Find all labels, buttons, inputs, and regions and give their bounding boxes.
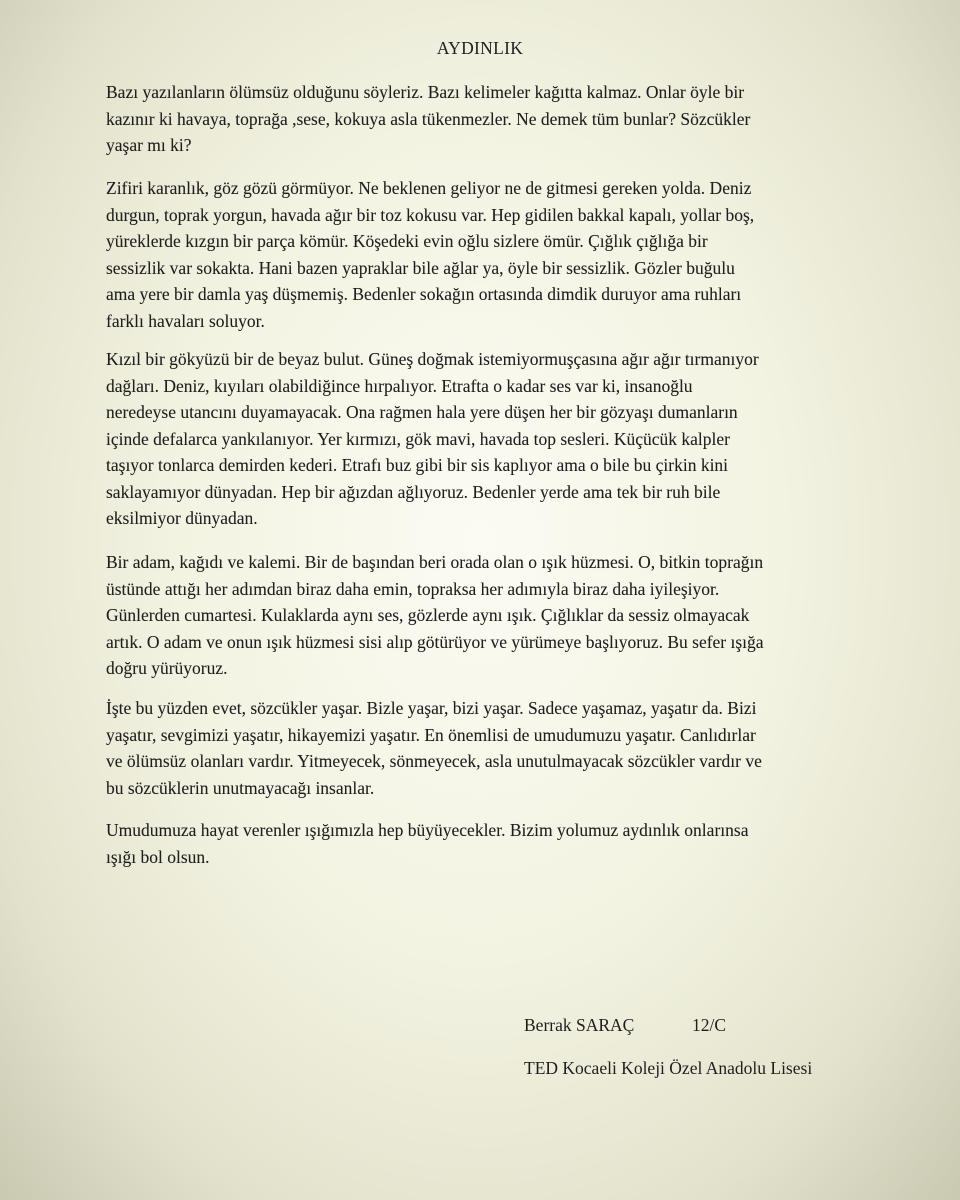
author-class: 12/C bbox=[692, 1015, 727, 1035]
paragraph-4: Bir adam, kağıdı ve kalemi. Bir de başından beri orada olan o ışık hüzmesi. O, bitkin toprağın üstünde attığı her adımdan biraz daha emin, topraksa her adımıyla biraz daha iyileşiyor. Günlerden cumartesi. Kulaklarda aynı ses, gözlerde aynı ışık. Çığlıklar da sessiz olmayacak artık. O adam ve onun ışık hüzmesi sisi alıp götürüyor ve yürümeye başlıyoruz. Bu sefer ışığa doğru yürüyoruz. bbox=[106, 552, 764, 678]
author-name: Berrak SARAÇ bbox=[524, 1015, 635, 1035]
author-school: TED Kocaeli Koleji Özel Anadolu Lisesi bbox=[524, 1058, 813, 1078]
paragraph-2: Zifiri karanlık, göz gözü görmüyor. Ne beklenen geliyor ne de gitmesi gereken yolda. Deniz durgun, toprak yorgun, havada ağır bir toz kokusu var. Hep gidilen bakkal kapalı, yollar boş, yüreklerde kızgın bir parça kömür. Köşedeki evin oğlu sizlere ömür. Çığlık çığlığa bir sessizlik var sokakta. Hani bazen yapraklar bile ağlar ya, öyle bir sessizlik. Gözler buğulu ama yere bir damla yaş düşmemiş. Bedenler sokağın ortasında dimdik duruyor ama ruhları farklı havaları soluyor. bbox=[106, 178, 755, 331]
paragraph-5: İşte bu yüzden evet, sözcükler yaşar. Bizle yaşar, bizi yaşar. Sadece yaşamaz, yaşatır da. Bizi yaşatır, sevgimizi yaşatır, hikayemizi yaşatır. En önemlisi de umudumuzu yaşatır. Canlıdırlar ve ölümsüz olanları vardır. Yitmeyecek, sönmeyecek, asla unutulmayacak sözcükler vardır ve bu sözcüklerin unutmayacağı insanlar. bbox=[106, 698, 762, 798]
document-title: AYDINLIK bbox=[436, 38, 524, 58]
paragraph-1: Bazı yazılanların ölümsüz olduğunu söyleriz. Bazı kelimeler kağıtta kalmaz. Onlar öyle bir kazınır ki havaya, toprağa ,sese, kokuya asla tükenmezler. Ne demek tüm bunlar? Sözcükler yaşar mı ki? bbox=[106, 82, 751, 155]
paragraph-6: Umudumuza hayat verenler ışığımızla hep büyüyecekler. Bizim yolumuz aydınlık onlarınsa ışığı bol olsun. bbox=[106, 820, 749, 867]
paragraph-3: Kızıl bir gökyüzü bir de beyaz bulut. Güneş doğmak istemiyormuşçasına ağır ağır tırmanıyor dağları. Deniz, kıyıları olabildiğince hırpalıyor. Etrafta o kadar ses var ki, insanoğlu neredeyse utancını duyamayacak. Ona rağmen hala yere düşen her bir gözyaşı dumanların içinde defalarca yankılanıyor. Yer kırmızı, gök mavi, havada top sesleri. Küçücük kalpler taşıyor tonlarca demirden kederi. Etrafı buz gibi bir sis kaplıyor ama o bile bu çirkin kini saklayamıyor dünyadan. Hep bir ağızdan ağlıyoruz. Bedenler yerde ama tek bir ruh bile eksilmiyor dünyadan. bbox=[106, 349, 759, 528]
